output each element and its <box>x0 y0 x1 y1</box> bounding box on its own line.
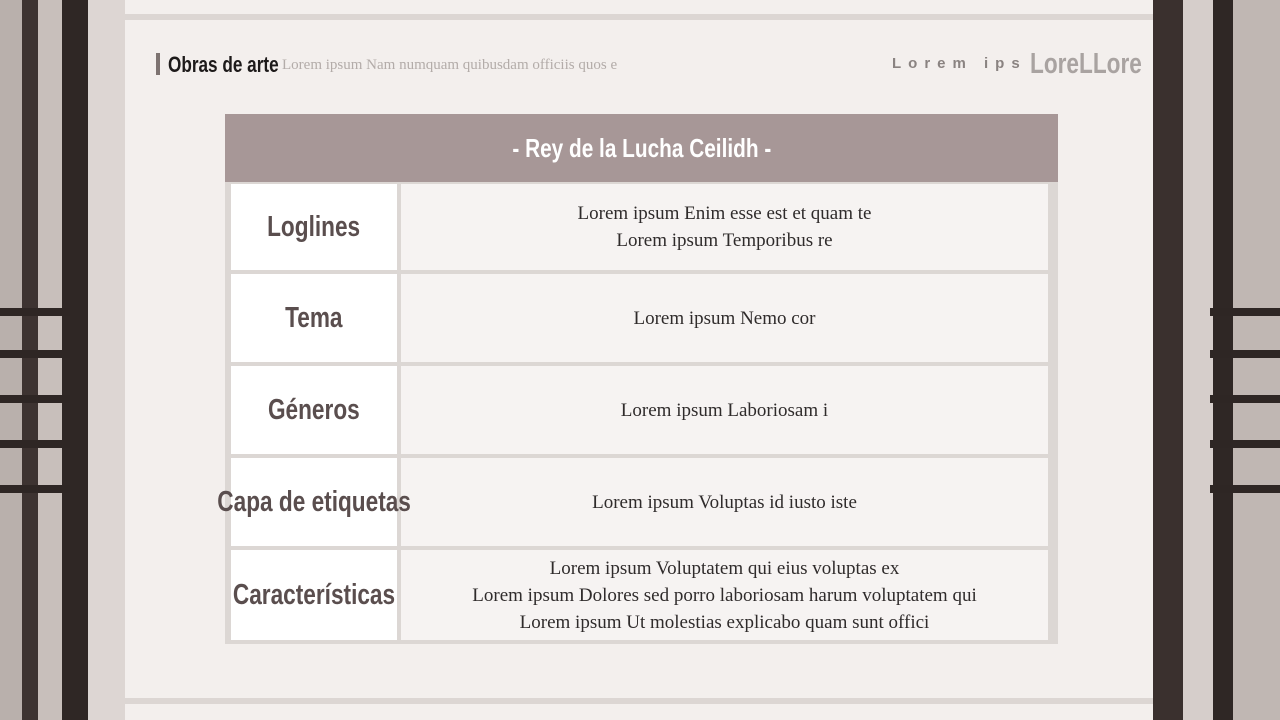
spaced-label: Lorem ips <box>892 55 1027 72</box>
right-window-frame <box>1153 0 1280 720</box>
row-label-cell <box>231 366 397 454</box>
row-label: Loglines <box>267 210 361 243</box>
lattice-bar <box>0 485 70 493</box>
table-row <box>217 454 1048 546</box>
row-label: Tema <box>285 301 343 334</box>
title-accent-bar <box>156 53 160 75</box>
left-window-frame <box>0 0 125 720</box>
bottom-divider <box>125 698 1153 704</box>
row-label-cell <box>231 184 397 270</box>
lattice-bar <box>0 440 70 448</box>
table-row <box>231 182 1048 270</box>
info-table <box>217 114 1058 644</box>
row-value-cell <box>401 366 1048 454</box>
row-value-cell <box>401 550 1048 640</box>
row-value-line: Lorem ipsum Dolores sed porro laboriosam harum voluptatem qui <box>472 584 977 606</box>
row-value-line: Lorem ipsum Ut molestias explicabo quam sunt offici <box>519 611 930 633</box>
table-row <box>231 546 1048 640</box>
row-value-cell <box>401 184 1048 270</box>
lattice-bar <box>0 308 70 316</box>
logo: LoreLLore <box>1030 48 1142 80</box>
lattice-bar <box>1210 395 1280 403</box>
lattice-bar <box>1210 350 1280 358</box>
lattice-bar <box>1210 440 1280 448</box>
section-subtitle: Lorem ipsum Nam numquam quibusdam officiis quos e <box>282 57 618 73</box>
row-value-line: Lorem ipsum Temporibus re <box>616 230 833 251</box>
row-label: Géneros <box>268 393 360 426</box>
table-title: - Rey de la Lucha Ceilidh - <box>512 132 771 163</box>
row-value-line: Lorem ipsum Voluptatem qui eius voluptas ex <box>549 557 900 579</box>
table-row <box>231 270 1048 362</box>
section-title: Obras de arte <box>168 52 279 77</box>
row-value-line: Lorem ipsum Nemo cor <box>633 307 816 329</box>
top-divider <box>125 14 1153 20</box>
table-row <box>231 362 1048 454</box>
row-value-cell <box>401 458 1048 546</box>
row-value-line: Lorem ipsum Voluptas id iusto iste <box>592 491 857 513</box>
row-value-cell <box>401 274 1048 362</box>
row-value-line: Lorem ipsum Laboriosam i <box>620 399 829 421</box>
row-label: Capa de etiquetas <box>217 485 411 518</box>
row-label-cell <box>231 550 397 640</box>
lattice-bar <box>1210 308 1280 316</box>
lattice-bar <box>0 395 70 403</box>
row-label-cell <box>231 274 397 362</box>
row-value-line: Lorem ipsum Enim esse est et quam te <box>577 203 872 224</box>
row-label-cell <box>217 458 411 546</box>
row-label: Características <box>232 578 396 611</box>
lattice-bar <box>0 350 70 358</box>
table-header <box>225 114 1058 182</box>
lattice-bar <box>1210 485 1280 493</box>
